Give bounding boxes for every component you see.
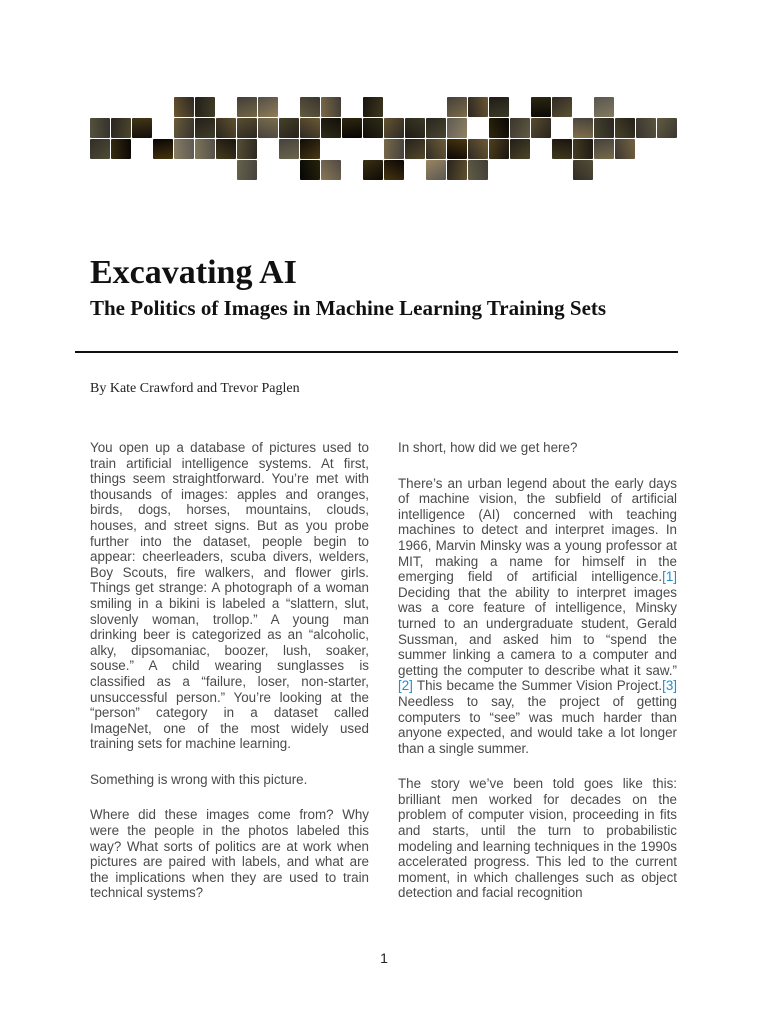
mosaic-tile	[510, 139, 530, 159]
mosaic-tile	[258, 118, 278, 138]
mosaic-tile	[615, 139, 635, 159]
byline: By Kate Crawford and Trevor Paglen	[90, 381, 300, 396]
mosaic-tile	[510, 118, 530, 138]
mosaic-tile	[447, 160, 467, 180]
mosaic-tile	[321, 160, 341, 180]
mosaic-tile	[195, 139, 215, 159]
mosaic-tile	[405, 118, 425, 138]
page-number: 1	[380, 950, 388, 966]
mosaic-tile	[237, 160, 257, 180]
mosaic-tile	[216, 118, 236, 138]
paragraph-text: Needless to say, the project of getting computers to “see” was much harder than anyone expected, and would take a lot longer than a single summer.	[398, 693, 677, 756]
mosaic-tile	[468, 97, 488, 117]
mosaic-tile	[573, 139, 593, 159]
mosaic-tile	[531, 97, 551, 117]
left-column	[90, 440, 369, 921]
mosaic-tile	[573, 118, 593, 138]
mosaic-tile	[321, 97, 341, 117]
mosaic-tile	[237, 118, 257, 138]
paragraph: You open up a database of pictures used to train artificial intelligence systems. At first, things seem straightforward. You’re met with thousands of images: apples and oranges, birds, dogs, horses, mountains, clouds, houses, and street signs. But as you probe further into the dataset, people begin to appear: cheerleaders, scuba divers, welders, Boy Scouts, fire walkers, and flower girls. Things get strange: A photograph of a woman smiling in a bikini is labeled a “slattern, slut, slovenly woman, trollop.” A young man drinking beer is categorized as an “alcoholic, alky, dipsomaniac, boozer, lush, soaker, souse.” A child wearing sunglasses is classified as a “failure, loser, non-starter, unsuccessful person.” You’re looking at the “person” category in a dataset called ImageNet, one of the most widely used training sets for machine learning.	[90, 440, 369, 752]
mosaic-tile	[468, 160, 488, 180]
mosaic-tile	[321, 118, 341, 138]
mosaic-tile	[174, 97, 194, 117]
footnote-link-1[interactable]: [1]	[662, 569, 677, 585]
paragraph-text: Deciding that the ability to interpret images was a core feature of intelligence, Minsky turned to an undergraduate student, Gerald Sussman, and asked him to “spend the summer linking a camera to a computer and getting the computer to describe what it saw.”	[398, 584, 677, 678]
mosaic-tile	[594, 139, 614, 159]
mosaic-tile	[279, 118, 299, 138]
mosaic-tile	[489, 139, 509, 159]
paragraph: In short, how did we get here?	[398, 440, 578, 455]
mosaic-tile	[594, 97, 614, 117]
mosaic-tile	[615, 118, 635, 138]
mosaic-tile	[237, 139, 257, 159]
mosaic-tile	[489, 118, 509, 138]
right-column	[398, 440, 677, 921]
mosaic-tile	[132, 118, 152, 138]
mosaic-tile	[426, 160, 446, 180]
title-divider	[75, 351, 678, 353]
mosaic-tile	[384, 160, 404, 180]
mosaic-tile	[363, 118, 383, 138]
mosaic-tile	[426, 118, 446, 138]
mosaic-tile	[90, 139, 110, 159]
mosaic-tile	[111, 139, 131, 159]
mosaic-tile	[426, 139, 446, 159]
mosaic-tile	[468, 139, 488, 159]
mosaic-tile	[300, 160, 320, 180]
mosaic-tile	[111, 118, 131, 138]
mosaic-tile	[552, 97, 572, 117]
page-subtitle: The Politics of Images in Machine Learning Training Sets	[90, 296, 607, 320]
mosaic-tile	[552, 139, 572, 159]
paragraph: The story we’ve been told goes like this: brilliant men worked for decades on the problem of computer vision, proceeding in fits and starts, until the turn to probabilistic modeling and learning techniques in the 1990s accelerated progress. This led to the current moment, in which challenges such as object detection and facial recognition	[398, 776, 677, 901]
mosaic-tile	[300, 139, 320, 159]
mosaic-tile	[174, 118, 194, 138]
paragraph: Where did these images come from? Why were the people in the photos labeled this way? What sorts of politics are at work when pictures are paired with labels, and what are the implications when they are used to train technical systems?	[90, 807, 369, 901]
page-title: Excavating AI	[90, 254, 297, 291]
mosaic-tile	[447, 118, 467, 138]
mosaic-tile	[216, 139, 236, 159]
mosaic-tile	[573, 160, 593, 180]
mosaic-tile	[90, 118, 110, 138]
mosaic-tile	[531, 118, 551, 138]
header-image-mosaic	[90, 93, 678, 181]
paragraph: Something is wrong with this picture.	[90, 771, 308, 787]
paragraph-text: There’s an urban legend about the early days of machine vision, the subfield of artificial intelligence (AI) concerned with teaching machines to detect and interpret images. In 1966, Marvin Minsky was a young professor at MIT, making a name for himself in the emerging field of artificial intelligence.	[398, 475, 677, 585]
paragraph-text: This became the Summer Vision Project.	[412, 678, 663, 694]
mosaic-tile	[363, 160, 383, 180]
mosaic-tile	[300, 118, 320, 138]
footnote-link-2[interactable]: [2]	[398, 678, 413, 694]
mosaic-tile	[174, 139, 194, 159]
mosaic-tile	[342, 118, 362, 138]
mosaic-tile	[384, 139, 404, 159]
mosaic-tile	[363, 97, 383, 117]
mosaic-tile	[195, 118, 215, 138]
mosaic-tile	[153, 139, 173, 159]
mosaic-tile	[657, 118, 677, 138]
mosaic-tile	[195, 97, 215, 117]
mosaic-tile	[489, 97, 509, 117]
footnote-link-3[interactable]: [3]	[662, 678, 677, 694]
mosaic-tile	[279, 139, 299, 159]
paragraph	[398, 476, 677, 757]
mosaic-tile	[405, 139, 425, 159]
mosaic-tile	[237, 97, 257, 117]
mosaic-tile	[258, 97, 278, 117]
mosaic-tile	[300, 97, 320, 117]
mosaic-tile	[447, 139, 467, 159]
mosaic-tile	[384, 118, 404, 138]
mosaic-tile	[636, 118, 656, 138]
mosaic-tile	[447, 97, 467, 117]
mosaic-tile	[594, 118, 614, 138]
